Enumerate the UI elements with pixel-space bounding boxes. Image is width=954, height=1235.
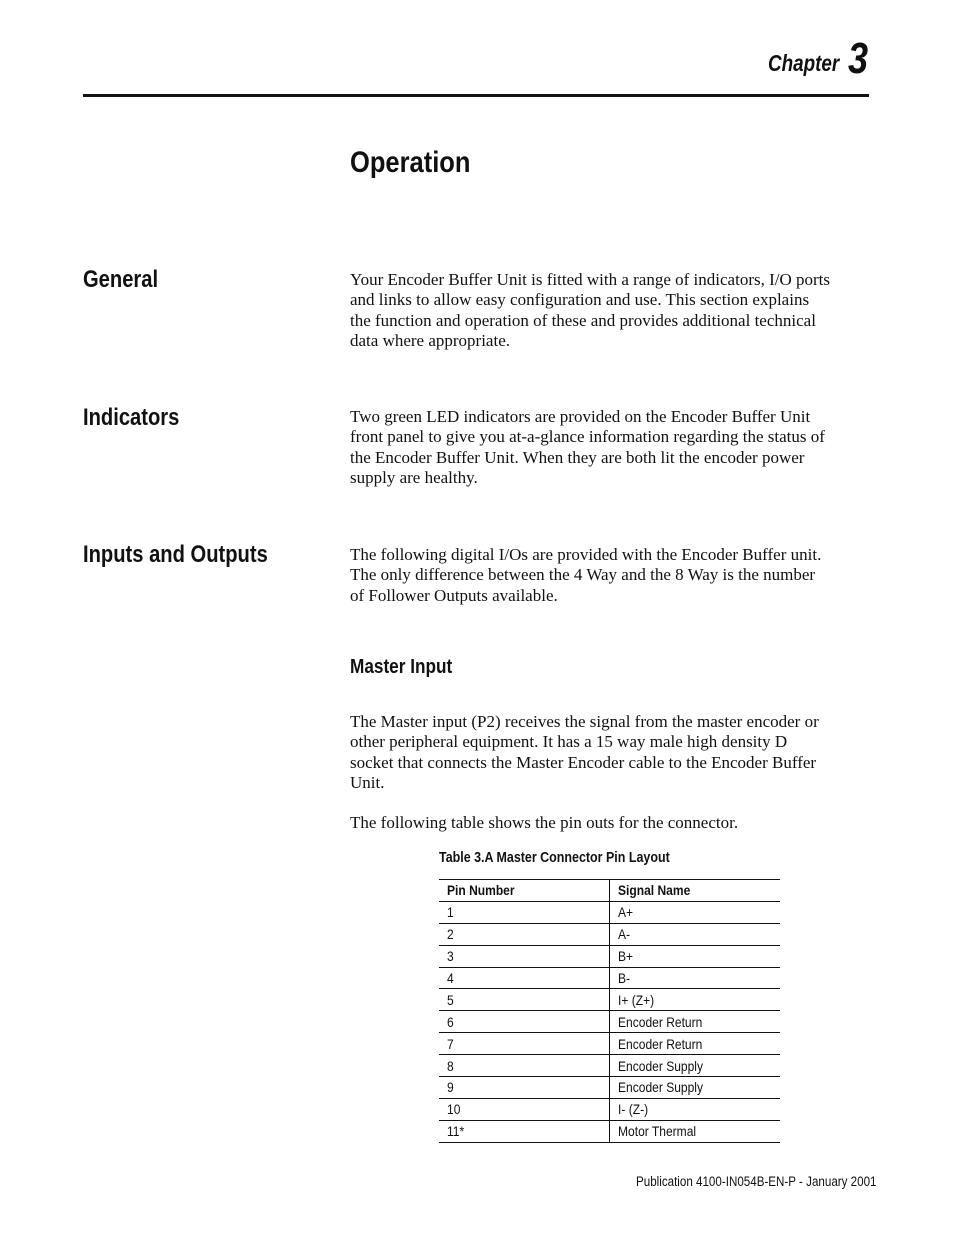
pin-layout-table [439, 879, 780, 1143]
table-row [439, 901, 780, 923]
table-row [439, 1033, 780, 1055]
pin-number-cell: 8 [439, 1055, 610, 1077]
master-input-text: The Master input (P2) receives the signal from the master encoder or other peripheral equipment. It has a 15 way male high density D socket that connects the Master Encoder cable to the Encoder Buffer Unit. [350, 712, 819, 793]
table-intro-text: The following table shows the pin outs for the connector. [350, 813, 739, 832]
signal-name-cell: B- [610, 967, 781, 989]
section-text-inputs-outputs: The following digital I/Os are provided with the Encoder Buffer unit. The only difference between the 4 Way and the 8 Way is the number of Follower Outputs available. [350, 545, 822, 605]
table-row [439, 945, 780, 967]
table-row [439, 1120, 780, 1142]
pin-number-cell: 10 [439, 1098, 610, 1120]
pin-number-cell: 9 [439, 1077, 610, 1099]
header-rule [83, 94, 869, 97]
pin-number-cell: 7 [439, 1033, 610, 1055]
publication-footer: Publication 4100-IN054B-EN-P - January 2001 [636, 1174, 877, 1189]
signal-name-cell: Motor Thermal [610, 1120, 781, 1142]
signal-name-cell: A- [610, 923, 781, 945]
table-row [439, 1077, 780, 1099]
signal-name-cell: Encoder Supply [610, 1077, 781, 1099]
section-text-general: Your Encoder Buffer Unit is fitted with a range of indicators, I/O ports and links to allow easy configuration and use. This section explains the function and operation of these and provides additional technical data where appropriate. [350, 270, 831, 351]
subsection-heading-master-input: Master Input [350, 656, 453, 678]
page-title: Operation [350, 146, 471, 179]
section-heading-inputs-outputs: Inputs and Outputs [83, 541, 268, 568]
table-row [439, 1011, 780, 1033]
section-text-indicators: Two green LED indicators are provided on the Encoder Buffer Unit front panel to give you at-a-glance information regarding the status of the Encoder Buffer Unit. When they are both lit the encoder power supply are healthy. [350, 407, 825, 488]
column-header-pin-number: Pin Number [439, 880, 610, 902]
table-row [439, 1055, 780, 1077]
table-caption: Table 3.A Master Connector Pin Layout [439, 850, 670, 866]
column-header-signal-name: Signal Name [610, 880, 781, 902]
pin-number-cell: 6 [439, 1011, 610, 1033]
signal-name-cell: B+ [610, 945, 781, 967]
section-heading-indicators: Indicators [83, 404, 180, 431]
signal-name-cell: I- (Z-) [610, 1098, 781, 1120]
table-row [439, 1098, 780, 1120]
pin-number-cell: 11* [439, 1120, 610, 1142]
pin-number-cell: 2 [439, 923, 610, 945]
signal-name-cell: Encoder Return [610, 1033, 781, 1055]
chapter-label: Chapter [768, 50, 840, 76]
table-row [439, 989, 780, 1011]
signal-name-cell: I+ (Z+) [610, 989, 781, 1011]
pin-number-cell: 4 [439, 967, 610, 989]
table-header-row [439, 880, 780, 902]
signal-name-cell: Encoder Return [610, 1011, 781, 1033]
signal-name-cell: A+ [610, 901, 781, 923]
pin-number-cell: 1 [439, 901, 610, 923]
pin-number-cell: 3 [439, 945, 610, 967]
pin-number-cell: 5 [439, 989, 610, 1011]
chapter-number: 3 [848, 34, 869, 83]
table-row [439, 923, 780, 945]
table-row [439, 967, 780, 989]
signal-name-cell: Encoder Supply [610, 1055, 781, 1077]
section-heading-general: General [83, 266, 159, 293]
